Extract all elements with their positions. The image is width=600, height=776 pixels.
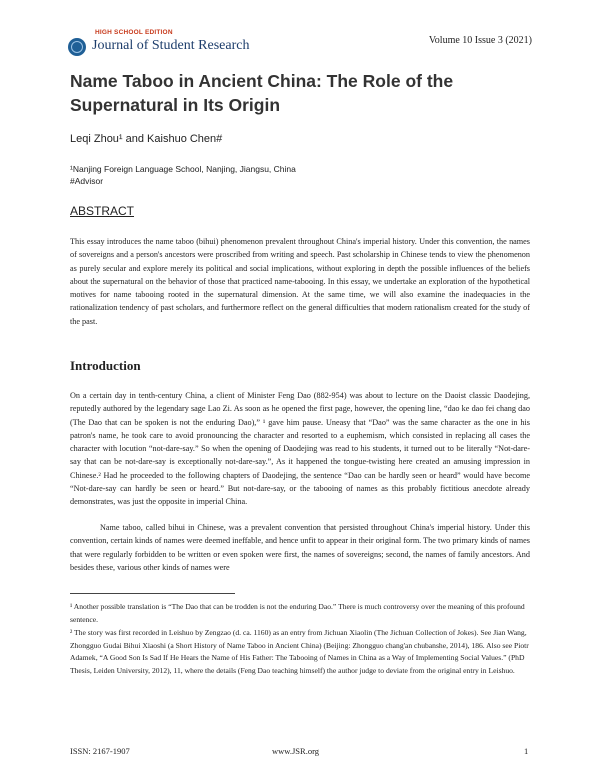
introduction-heading: Introduction bbox=[70, 358, 141, 373]
footer-issn: ISSN: 2167-1907 bbox=[70, 746, 130, 756]
introduction-paragraph-2: Name taboo, called bihui in Chinese, was a prevalent convention that persisted throughout China's imperial history. Under this convention, certain kinds of names were deemed ineffable, and hence unfit to appear in their original form. The two primary kinds of names that were regularly forbidden to be written or even spoken were first, the names of sovereigns; second, the names of family ancestors. And besides these, various other kinds of names were bbox=[70, 523, 530, 572]
globe-logo-icon bbox=[68, 38, 86, 56]
volume-issue: Volume 10 Issue 3 (2021) bbox=[428, 35, 532, 46]
affiliation-1: ¹Nanjing Foreign Language School, Nanjing, Jiangsu, China bbox=[70, 164, 296, 174]
author-list: Leqi Zhou¹ and Kaishuo Chen# bbox=[70, 133, 223, 145]
journal-name: Journal of Student Research bbox=[92, 38, 250, 53]
abstract-heading: ABSTRACT bbox=[70, 204, 135, 218]
abstract-text: This essay introduces the name taboo (bihui) phenomenon prevalent throughout China's imperial history. Under this convention, the names of sovereigns and a person's ancestors were proscribed from writing and speech. Past scholarship in Chinese tends to view the phenomenon as purely secular and explore merely its political and social implications, without exploring in depth the possible influences of the beliefs about the supernatural on the behavior of those that practiced name-tabooing. In this essay, we undertake an exploration of the hypothetical motives for name tabooing rooted in the supernatural dimension. At the same time, we will also examine the inadequacies in the rationalization tendency of past scholars, and furthermore reflect on the general difficulties that modern rationalism created for the study of the past. bbox=[70, 237, 530, 326]
footnote-2: ² The story was first recorded in Leishuo by Zengzao (d. ca. 1160) as an entry from Jichuan Xiaolin (The Jichuan Collection of Jokes). See Jian Wang, Zhongguo Gudai Bihui Xiaoshi (a Short History of Name Taboo in Ancient China) (Beijing: Zhongguo chang'an chubanshe, 2014), 186. Also see Piotr Adamek, “A Good Son Is Sad If He Hears the Name of His Father: The Tabooing of Names in China as a Way of Implementing Social Values.” (PhD Thesis, Leiden University, 2012), 11, where the details (Feng Dao teaching himself) the author judge to deviate from the original entry in Leishuo. bbox=[70, 628, 529, 675]
footnote-1: ¹ Another possible translation is “The Dao that can be trodden is not the enduring Dao.” There is much controversy over the meaning of this profound sentence. bbox=[70, 602, 525, 624]
footnote-divider bbox=[70, 593, 235, 594]
journal-masthead bbox=[66, 27, 266, 61]
footer-url: www.JSR.org bbox=[272, 746, 319, 756]
affiliation-2: #Advisor bbox=[70, 176, 104, 186]
page-number: 1 bbox=[524, 746, 529, 756]
article-title: Name Taboo in Ancient China: The Role of the Supernatural in Its Origin bbox=[70, 71, 454, 115]
introduction-paragraph-1: On a certain day in tenth-century China, a client of Minister Feng Dao (882-954) was about to lecture on the Daoist classic Daodejing, reputedly authored by the legendary sage Lao Zi. As soon as he opened the first page, however, the opening line, “dao ke dao fei chang dao (The Dao that can be spoken is not the enduring Dao),” ¹ gave him pause. Uneasy that “Dao” was the same character as the one in his patron's name, he took care to avoid pronouncing the character and resorted to a euphemism, which consisted in replacing all cases the character with locution “not-dare-say.” So when the opening of Daodejing was read to his students, it turned out to be literally “Not-dare-say that can be not-dare-say is exceptionally not-dare-say.”, As it happened the tongue-twisting here created an amusing impression in Chinese.² Had he proceeded to the following chapters of Daodejing, the sentence “Dao can be hardly seen or heard” would have become “Not-dare-say can hardly be seen or heard.” But not-dare-say, or the tabooing of names as this probably fictitious anecdote already demonstrates, was just the opposite in imperial China. bbox=[70, 391, 530, 507]
edition-label: HIGH SCHOOL EDITION bbox=[95, 29, 173, 36]
